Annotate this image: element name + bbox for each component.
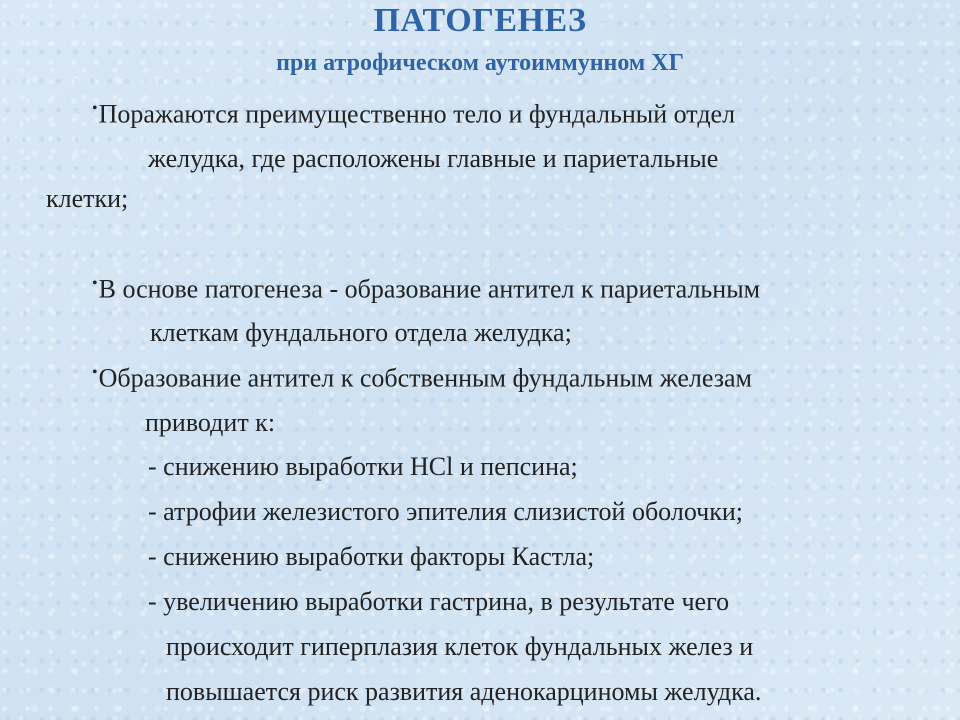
bullet-2-line-1: •В основе патогенеза - образование антител к париетальным [92,274,761,304]
bullet-3-line-2: приводит к: [145,408,276,437]
sub-item-3: - снижению выработки факторы Кастла; [148,542,595,571]
sub-item-4-continuation-1: происходит гиперплазия клеток фундальных желез и [166,632,754,661]
sub-item-1: - снижению выработки HCl и пепсина; [148,452,578,481]
sub-item-4-continuation-2: повышается риск развития аденокарциномы желудка. [166,677,762,706]
bullet-icon: • [92,100,98,117]
slide-subtitle: при атрофическом аутоиммунном ХГ [276,50,684,76]
sub-item-4: - увеличению выработки гастрина, в результате чего [148,587,730,616]
sub-item-2: - атрофии железистого эпителия слизистой оболочки; [148,497,743,526]
bullet-3-line-1: •Образование антител к собственным фундальным железам [92,363,752,393]
bullet-1-line-2: желудка, где расположены главные и париетальные [148,144,719,173]
bullet-icon: • [92,275,98,292]
bullet-1-line-1: •Поражаются преимущественно тело и фундальный отдел [92,99,736,129]
bullet-1-line-3: клетки; [46,184,129,213]
bullet-icon: • [92,364,98,381]
bullet-2-line-2: клеткам фундального отдела желудка; [150,318,572,347]
slide-title: ПАТОГЕНЕЗ [373,2,587,39]
